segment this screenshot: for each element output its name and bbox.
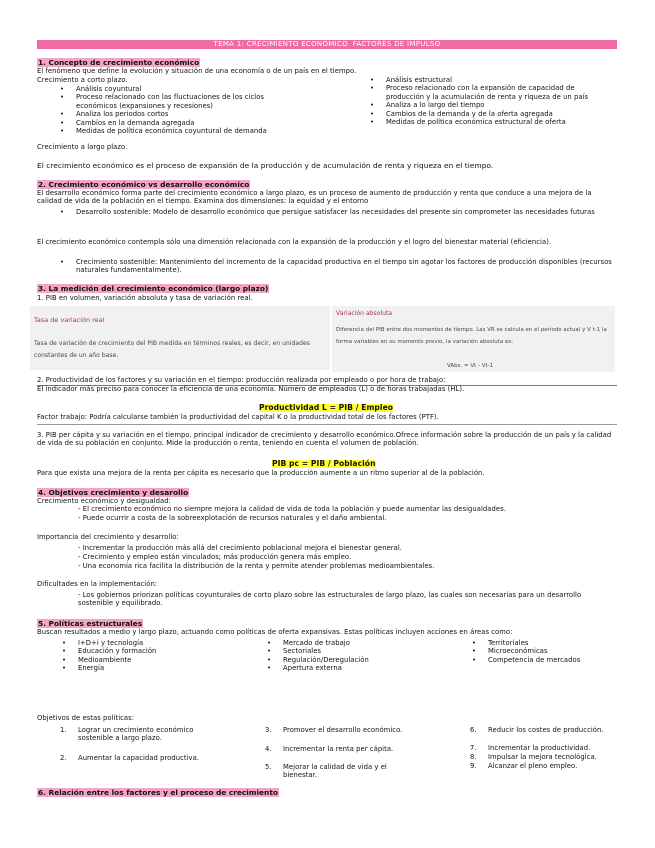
list-item: • Energía <box>78 664 156 672</box>
s1-intro: El fenómeno que define la evolución y situación de una economía o de un país en el tiempo. <box>37 67 357 75</box>
s2-paragraph-2: El crecimiento económico contempla sólo una dimensión relacionada con la expansión de la producción y el logro del bienestar material (eficiencia). <box>37 238 552 246</box>
list-item: • Analiza a lo largo del tiempo <box>386 101 618 109</box>
list-number: 1. <box>60 726 67 734</box>
s3-paragraph-5: Para que exista una mejora de la renta per cápita es necesario que la producción aumente a un ritmo superior al de la población. <box>37 469 485 477</box>
list-item: • Educación y formación <box>78 647 156 655</box>
list-item: • I+D+i y tecnología <box>78 639 156 647</box>
list-item: • Análisis estructural <box>386 76 618 84</box>
list-number: 6. <box>470 726 477 734</box>
s1-long-list <box>386 76 618 126</box>
list-item: Mejorar la calidad de vida y el bienestar. <box>283 763 387 780</box>
s4-subheading-inequality: Crecimiento económico y desigualdad: <box>37 497 171 505</box>
s5-areas-column-2 <box>283 639 369 673</box>
list-item: • Medioambiente <box>78 656 156 664</box>
s3-paragraph-2: 2. Productividad de los factores y su variación en el tiempo: producción realizada por empleado o por hora de trabajo: <box>37 376 446 384</box>
s2-paragraph-1: El desarrollo económico forma parte del crecimiento económico a largo plazo, es un proceso de aumento de producción y renta que conduce a una mejora de la calidad de vida de la población en el tiempo. Examina dos dimensiones: la equidad y el entorno <box>37 189 592 206</box>
list-item: Promover el desarrollo económico. <box>283 726 403 734</box>
list-item: • Proceso relacionado con las fluctuaciones de los ciclos económicos (expansiones y recesiones) <box>76 93 306 110</box>
gdp-per-capita-formula: PIB pc = PIB / Población <box>272 459 376 468</box>
list-item: • Mercado de trabajo <box>283 639 369 647</box>
divider <box>37 424 617 425</box>
s4-subheading-importance: Importancia del crecimiento y desarrollo: <box>37 533 179 541</box>
list-number: 9. <box>470 762 477 770</box>
list-number: 5. <box>265 763 272 771</box>
list-item: - Una economía rica facilita la distribución de la renta y permite atender problemas medioambientales. <box>78 562 434 570</box>
section-5-heading: 5. Políticas estructurales <box>38 619 143 628</box>
list-item: • Analiza los periodos cortos <box>76 110 306 118</box>
list-number: 8. <box>470 753 477 761</box>
list-item: • Apertura externa <box>283 664 369 672</box>
list-item: • Medidas de política económica estructural de oferta <box>386 118 618 126</box>
list-item: - Puede ocurrir a costa de la sobreexplotación de recursos naturales y el daño ambiental. <box>78 514 386 522</box>
s3-paragraph-2b: El indicador más preciso para conocer la eficiencia de una economía. Número de empleados (L) o de horas trabajadas (HL). <box>37 385 465 393</box>
s1-short-label: Crecimiento a corto plazo. <box>37 76 128 84</box>
list-item: • Análisis coyuntural <box>76 85 306 93</box>
s2-bullet-sustainable-growth: • Crecimiento sostenible: Mantenimiento del incremento de la capacidad productiva en el tiempo sin agotar los factores de producción disponibles (recursos naturales fundamentalmente). <box>76 258 616 275</box>
list-number: 2. <box>60 754 67 762</box>
list-item: Alcanzar el pleno empleo. <box>488 762 578 770</box>
list-item: • Regulación/Deregulación <box>283 656 369 664</box>
s5-areas-column-1 <box>78 639 156 673</box>
s2-bullet-sustainable-development: • Desarrollo sostenible: Modelo de desarrollo económico que persigue satisfacer las necesidades del presente sin comprometer las necesidades futuras <box>76 208 616 216</box>
section-4-heading: 4. Objetivos crecimiento y desarollo <box>38 488 189 497</box>
s3-paragraph-3: Factor trabajo: Podría calcularse también la productividad del capital K o la productividad total de los factores (PTF). <box>37 413 439 421</box>
s5-areas-column-3 <box>488 639 580 664</box>
list-item: Incrementar la productividad. <box>488 744 591 752</box>
absolute-variation-image <box>332 306 615 372</box>
s5-objectives-label: Objetivos de estas políticas: <box>37 714 135 722</box>
s1-long-label: Crecimiento a largo plazo. <box>37 143 128 151</box>
absolute-variation-definition: Diferencia del PIB entre dos momentos de tiempo. Las VR se calcula en el periodo actual y V t-1 la forma variables en su momento previo, la variación absoluta es: <box>336 327 607 345</box>
list-item: - Los gobiernos priorizan políticas coyunturales de corto plazo sobre las estructurales de largo plazo, las cuales son necesarias para un desarrollo sostenible y equilibrado. <box>78 591 618 608</box>
section-6-heading: 6. Relación entre los factores y el proceso de crecimiento <box>38 788 278 797</box>
list-item: Lograr un crecimiento económico sostenible a largo plazo. <box>78 726 194 743</box>
list-item: • Medidas de política económica coyuntural de demanda <box>76 127 306 135</box>
real-rate-definition: Tasa de variación de crecimiento del PIB medida en términos reales, es decir, en unidades constantes de un año base. <box>34 340 310 359</box>
real-rate-image <box>30 306 330 370</box>
absolute-variation-title: Variación absoluta <box>336 310 393 317</box>
list-item: - Incrementar la producción más allá del crecimiento poblacional mejora el bienestar general. <box>78 544 402 552</box>
s3-paragraph-4: 3. PIB per cápita y su variación en el tiempo. principal indicador de crecimiento y desarrollo económico.Ofrece información sobre la producción de un país y la calidad de vida de su población en conjunto. Mide la producción o renta, teniendo en cuenta el volumen de población. <box>37 431 612 448</box>
list-item: • Proceso relacionado con la expansión de capacidad de producción y la acumulación de renta y riqueza de un país <box>386 84 611 101</box>
list-item: Reducir los costes de producción. <box>488 726 604 734</box>
s1-conclusion: El crecimiento económico es el proceso de expansión de la producción y de acumulación de renta y riqueza en el tiempo. <box>37 161 494 170</box>
productivity-formula: Productividad L = PIB / Empleo <box>259 403 394 412</box>
section-1-heading: 1. Concepto de crecimiento económico <box>38 58 200 67</box>
list-item: • Microeconómicas <box>488 647 580 655</box>
list-item: • Cambios en la demanda agregada <box>76 119 306 127</box>
s1-short-list <box>76 85 306 135</box>
s4-subheading-difficulties: Dificultades en la implementación: <box>37 580 158 588</box>
list-number: 3. <box>265 726 272 734</box>
list-item: • Territoriales <box>488 639 580 647</box>
s3-paragraph-1: 1. PIB en volumen, variación absoluta y tasa de variación real. <box>37 294 253 302</box>
s5-intro: Buscan resultados a medio y largo plazo, actuando como políticas de oferta expansivas. Estas políticas incluyen acciones en áreas como: <box>37 628 513 636</box>
list-item: Incrementar la renta per cápita. <box>283 745 394 753</box>
list-item: • Competencia de mercados <box>488 656 580 664</box>
list-item: Impulsar la mejora tecnológica. <box>488 753 597 761</box>
list-item: - El crecimiento económico no siempre mejora la calidad de vida de toda la población y puede aumentar las desigualdades. <box>78 505 506 513</box>
real-rate-title: Tasa de variación real <box>34 316 105 324</box>
list-item: • Cambios de la demanda y de la oferta agregada <box>386 110 618 118</box>
section-3-heading: 3. La medición del crecimiento económico (largo plazo) <box>38 284 269 293</box>
document-title: TEMA 1: CRECIMIENTO ECONÓMICO. FACTORES DE IMPULSO <box>37 40 617 49</box>
absolute-variation-formula: VAbs. = Vt - Vt-1 <box>447 363 494 369</box>
list-item: Aumentar la capacidad productiva. <box>78 754 200 762</box>
list-item: • Sectoriales <box>283 647 369 655</box>
list-number: 4. <box>265 745 272 753</box>
list-number: 7. <box>470 744 477 752</box>
list-item: - Crecimiento y empleo están vinculados; más producción genera más empleo. <box>78 553 351 561</box>
section-2-heading: 2. Crecimiento económico vs desarrollo económico <box>38 180 250 189</box>
